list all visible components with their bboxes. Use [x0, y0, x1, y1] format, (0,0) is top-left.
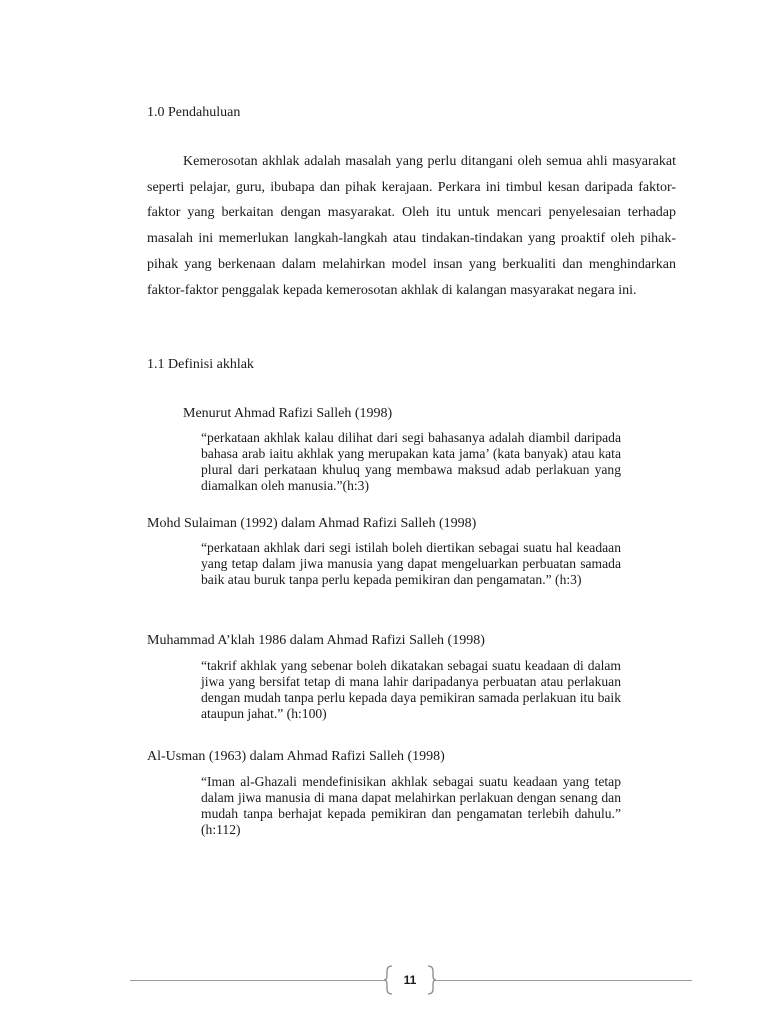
definition-source: Muhammad A’klah 1986 dalam Ahmad Rafizi Salleh (1998) [147, 633, 485, 648]
section-heading-definition: 1.1 Definisi akhlak [147, 357, 254, 372]
footer-rule-left [130, 980, 386, 981]
definition-quote: “takrif akhlak yang sebenar boleh dikatakan sebagai suatu keadaan di dalam jiwa yang bersifat tetap di mana lahir daripadanya perbuatan atau perlakuan dengan mudah tanpa perlu kepada daya pemikiran samada perlakuan itu baik ataupun jahat.” (h:100) [201, 658, 621, 721]
page-number: 11 [403, 973, 417, 987]
definition-source: Mohd Sulaiman (1992) dalam Ahmad Rafizi Salleh (1998) [147, 516, 477, 531]
introduction-paragraph: Kemerosotan akhlak adalah masalah yang perlu ditangani oleh semua ahli masyarakat seperti pelajar, guru, ibubapa dan pihak kerajaan. Perkara ini timbul kesan daripada faktor-faktor yang berkaitan dengan masyarakat. Oleh itu untuk mencari penyelesaian terhadap masalah ini memerlukan langkah-langkah atau tindakan-tindakan yang proaktif oleh pihak-pihak yang berkenaan dalam melahirkan model insan yang berkualiti dan menghindarkan faktor-faktor penggalak kepada kemerosotan akhlak di kalangan masyarakat negara ini. [147, 154, 676, 298]
definition-source: Al-Usman (1963) dalam Ahmad Rafizi Salleh (1998) [147, 749, 445, 764]
section-heading-introduction: 1.0 Pendahuluan [147, 105, 241, 120]
definition-quote: “perkataan akhlak kalau dilihat dari segi bahasanya adalah diambil daripada bahasa arab iaitu akhlak yang merupakan kata jama’ (kata banyak) atau kata plural dari perkataan khuluq yang membawa maksud adab perlakuan yang diamalkan oleh manusia.”(h:3) [201, 430, 621, 493]
definition-quote: “Iman al-Ghazali mendefinisikan akhlak sebagai suatu keadaan yang tetap dalam jiwa manusia di mana dapat melahirkan perlakuan dengan senang dan mudah tanpa berhajat kepada pemikiran dan pengamatan terlebih dahulu.” (h:112) [201, 774, 621, 837]
definition-source: Menurut Ahmad Rafizi Salleh (1998) [183, 406, 393, 421]
footer-rule-right [434, 980, 692, 981]
page-number-badge [384, 965, 436, 995]
definition-quote: “perkataan akhlak dari segi istilah boleh diertikan sebagai suatu hal keadaan yang tetap dalam jiwa manusia yang dapat mengeluarkan perbuatan samada baik atau buruk tanpa perlu kepada pemikiran dan pengamatan.” (h:3) [201, 540, 621, 587]
